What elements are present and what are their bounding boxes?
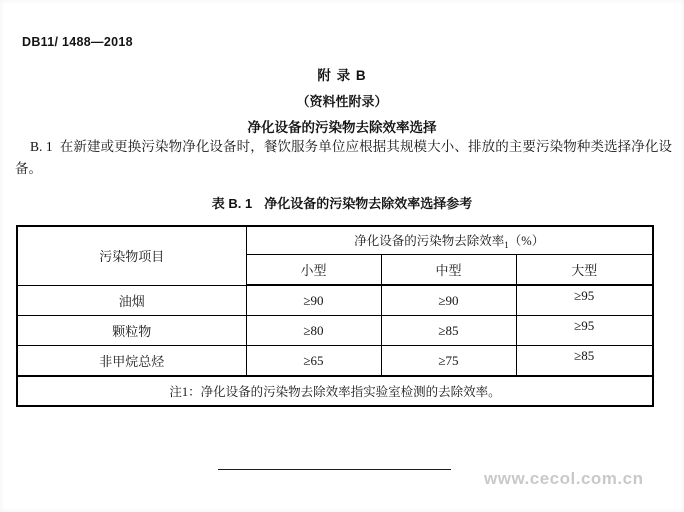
table-row-fume <box>17 285 653 316</box>
cell-value: ≥95 <box>516 285 653 316</box>
appendix-heading: 净化设备的污染物去除效率选择 <box>247 120 437 135</box>
table-note: 注1：净化设备的污染物去除效率指实验室检测的去除效率。 <box>17 376 653 406</box>
cell-value: ≥80 <box>246 316 381 346</box>
row-pollutant-name: 颗粒物 <box>17 316 246 346</box>
clause-b1-paragraph <box>15 136 672 179</box>
header-size-small: 小型 <box>246 255 381 286</box>
header-size-large: 大型 <box>516 255 653 286</box>
appendix-subtitle: （资料性附录） <box>296 94 388 109</box>
table-note-row <box>17 376 653 406</box>
cell-value: ≥85 <box>516 346 653 377</box>
header-pollutant-item: 污染物项目 <box>17 226 246 285</box>
table-row-nmhc <box>17 346 653 377</box>
header-footnote-marker: 1 <box>504 240 509 250</box>
cell-value: ≥95 <box>516 316 653 346</box>
table-row-particulate <box>17 316 653 346</box>
cell-value: ≥65 <box>246 346 381 377</box>
standard-number: DB11/ 1488—2018 <box>22 35 133 49</box>
header-efficiency-text: 净化设备的污染物去除效率 <box>354 234 505 248</box>
row-pollutant-name: 油烟 <box>17 285 246 316</box>
watermark-text: www.cecol.com.cn <box>484 469 644 488</box>
header-size-medium: 中型 <box>381 255 516 286</box>
cell-value: ≥90 <box>381 285 516 316</box>
clause-label: B. 1 <box>30 139 53 154</box>
table-caption-text: 净化设备的污染物去除效率选择参考 <box>264 196 473 211</box>
cell-value: ≥85 <box>381 316 516 346</box>
clause-text: 在新建或更换污染物净化设备时，餐饮服务单位应根据其规模大小、排放的主要污染物种类选择净化设备。 <box>15 139 672 176</box>
table-header-row-group <box>17 226 653 255</box>
header-efficiency-group <box>246 226 653 255</box>
table-caption <box>0 193 684 212</box>
removal-efficiency-table <box>16 225 654 407</box>
appendix-title: 附 录 B <box>317 68 367 83</box>
table-caption-label: 表 B. 1 <box>211 196 253 211</box>
row-pollutant-name: 非甲烷总烃 <box>17 346 246 377</box>
cell-value: ≥90 <box>246 285 381 316</box>
footer-divider <box>218 469 451 470</box>
header-efficiency-unit: （%） <box>508 234 545 248</box>
cell-value: ≥75 <box>381 346 516 377</box>
appendix-title-block <box>0 64 684 136</box>
